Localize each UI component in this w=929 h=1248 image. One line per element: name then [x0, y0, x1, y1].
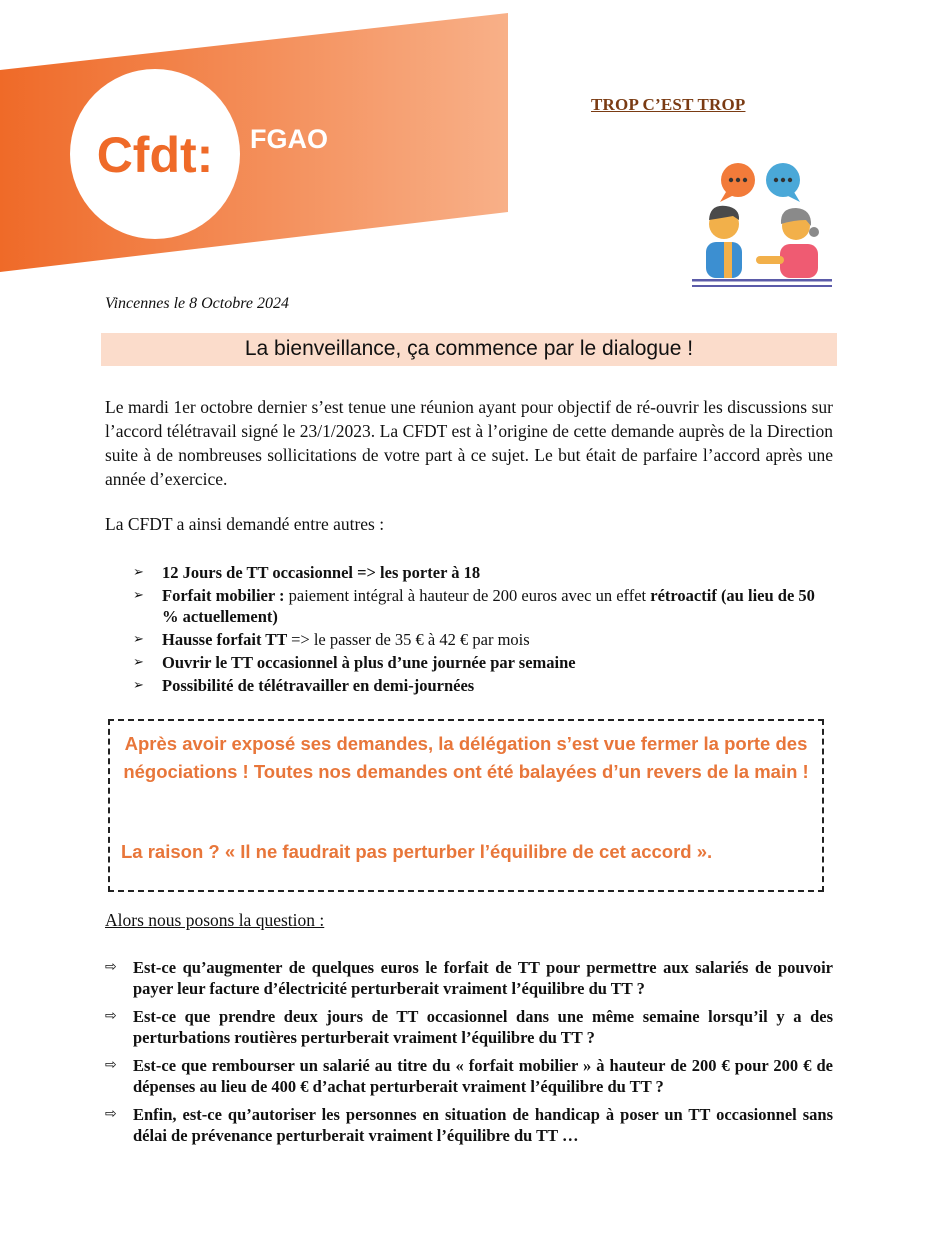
- arrowhead-bullet-icon: ➢: [133, 588, 144, 603]
- demand-text: rétroactif (au lieu de 50 % actuellement): [162, 586, 815, 626]
- demand-text: => le passer de 35 € à 42 € par mois: [291, 630, 530, 649]
- question-item: [105, 1104, 833, 1146]
- tagline: TROP C’EST TROP: [591, 95, 746, 114]
- arrowhead-bullet-icon: ➢: [133, 678, 144, 693]
- outline-arrow-bullet-icon: ⇨: [105, 1057, 117, 1073]
- callout-statement: Après avoir exposé ses demandes, la délégation s’est vue fermer la porte des négociations ! Toutes nos demandes ont été balayées d’un revers de la main !: [123, 733, 809, 782]
- two-people-dialogue-icon: [688, 160, 836, 290]
- demand-text: 12 Jours de TT occasionnel => les porter à 18: [162, 563, 481, 582]
- demand-item: [133, 629, 833, 650]
- demands-list: [133, 562, 833, 698]
- arrowhead-bullet-icon: ➢: [133, 565, 144, 580]
- headline: La bienveillance, ça commence par le dialogue !: [244, 337, 694, 360]
- demand-text: Forfait mobilier :: [162, 586, 289, 605]
- question-item: [105, 1055, 833, 1097]
- demands-intro: La CFDT a ainsi demandé entre autres :: [105, 514, 385, 534]
- demand-text: Hausse forfait TT: [162, 630, 292, 649]
- question-text: Est-ce que rembourser un salarié au titre du « forfait mobilier » à hauteur de 200 € pour 200 € de dépenses au lieu de 400 € d’achat perturberait vraiment l’équilibre du TT ?: [133, 1056, 833, 1096]
- question-item: [105, 957, 833, 999]
- demand-item: [133, 652, 833, 673]
- question-intro: Alors nous posons la question :: [105, 910, 325, 930]
- logo-division-text: FGAO: [250, 124, 328, 154]
- outline-arrow-bullet-icon: ⇨: [105, 1106, 117, 1122]
- intro-paragraph: Le mardi 1er octobre dernier s’est tenue une réunion ayant pour objectif de ré-ouvrir les discussions sur l’accord télétravail signé le 23/1/2023. La CFDT est à l’origine de cette demande auprès de la Direction suite à de nombreuses sollicitations de votre part à ce sujet. Le but était de parfaire l’accord après une année d’exercice.: [105, 397, 833, 489]
- questions-list: [105, 957, 833, 1153]
- question-item: [105, 1006, 833, 1048]
- callout-reason: La raison ? « Il ne faudrait pas perturber l’équilibre de cet accord ».: [121, 841, 713, 862]
- demand-item: [133, 675, 833, 696]
- outline-arrow-bullet-icon: ⇨: [105, 959, 117, 975]
- demand-text: paiement intégral à hauteur de 200 euros avec un effet: [288, 586, 651, 605]
- demand-item: [133, 585, 833, 627]
- outline-arrow-bullet-icon: ⇨: [105, 1008, 117, 1024]
- question-text: Est-ce qu’augmenter de quelques euros le forfait de TT pour permettre aux salariés de pouvoir payer leur facture d’électricité perturberait vraiment l’équilibre du TT ?: [133, 958, 833, 998]
- question-text: Est-ce que prendre deux jours de TT occasionnel dans une même semaine lorsqu’il y a des perturbations routières perturberait vraiment l’équilibre du TT ?: [133, 1007, 833, 1047]
- cfdt-fgao-logo-banner: [0, 0, 520, 280]
- question-text: Enfin, est-ce qu’autoriser les personnes en situation de handicap à poser un TT occasionnel sans délai de prévenance perturberait vraiment l’équilibre du TT …: [133, 1105, 833, 1145]
- arrowhead-bullet-icon: ➢: [133, 655, 144, 670]
- arrowhead-bullet-icon: ➢: [133, 632, 144, 647]
- demand-text: Possibilité de télétravailler en demi-journées: [162, 676, 475, 695]
- demand-text: Ouvrir le TT occasionnel à plus d’une journée par semaine: [162, 653, 576, 672]
- demand-item: [133, 562, 833, 583]
- dateline: Vincennes le 8 Octobre 2024: [105, 295, 289, 312]
- logo-brand-text: Cfdt:: [96, 127, 214, 183]
